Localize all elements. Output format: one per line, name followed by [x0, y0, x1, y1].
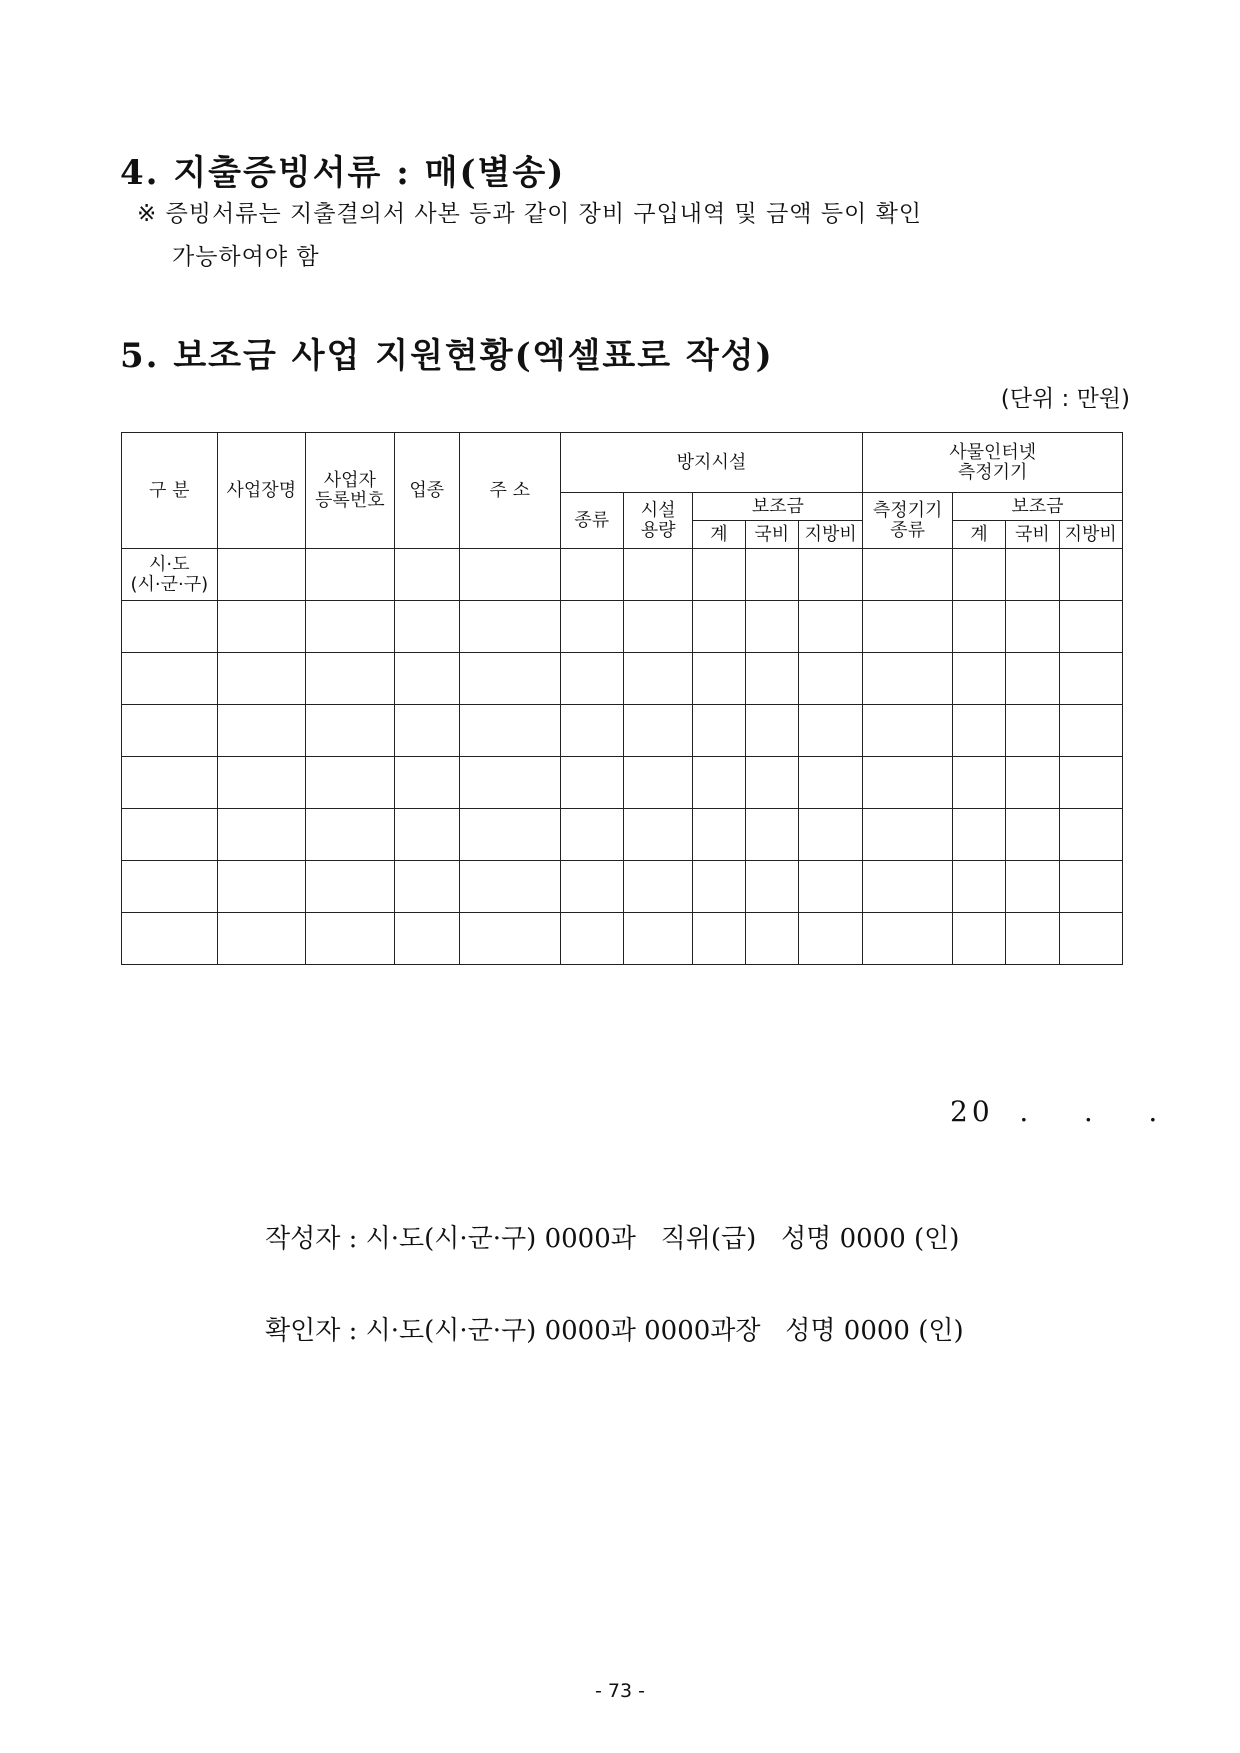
- date-line: 20 . . .: [950, 1095, 1162, 1128]
- note-line-2: 가능하여야 함: [172, 244, 320, 270]
- section4-note: [137, 193, 922, 279]
- header-registration-number: 사업자 등록번호: [306, 433, 395, 549]
- confirmer-signature-line: 확인자 : 시·도(시·군·구) 0000과 0000과장 성명 0000 (인): [265, 1316, 964, 1346]
- page-number: - 73 -: [595, 1680, 645, 1702]
- unit-label: (단위 : 만원): [1000, 386, 1130, 412]
- header-industry: 업종: [394, 433, 459, 549]
- header-total-b: 계: [952, 521, 1005, 549]
- header-subsidy-b: 보조금: [952, 493, 1122, 521]
- header-subsidy-a: 보조금: [693, 493, 863, 521]
- table-row: [122, 861, 1123, 913]
- subsidy-support-table: [121, 432, 1123, 965]
- header-capacity: 시설 용량: [623, 493, 692, 549]
- header-prevention-facility: 방지시설: [560, 433, 863, 493]
- table-row: [122, 549, 1123, 601]
- header-local-b: 지방비: [1059, 521, 1123, 549]
- section5-heading: 5. 보조금 사업 지원현황(엑셀표로 작성): [120, 336, 774, 376]
- table-row: [122, 809, 1123, 861]
- note-line-1: ※ 증빙서류는 지출결의서 사본 등과 같이 장비 구입내역 및 금액 등이 확인: [137, 201, 923, 227]
- header-business-name: 사업장명: [217, 433, 306, 549]
- header-gubun: 구 분: [122, 433, 218, 549]
- header-national-a: 국비: [745, 521, 798, 549]
- header-kind: 종류: [560, 493, 623, 549]
- header-address: 주 소: [459, 433, 560, 549]
- header-local-a: 지방비: [798, 521, 862, 549]
- header-device-kind: 측정기기 종류: [863, 493, 953, 549]
- table-row: [122, 913, 1123, 965]
- table-row: [122, 705, 1123, 757]
- table-row: [122, 601, 1123, 653]
- writer-signature-line: 작성자 : 시·도(시·군·구) 0000과 직위(급) 성명 0000 (인): [265, 1224, 960, 1254]
- header-national-b: 국비: [1006, 521, 1059, 549]
- first-row-label: 시·도 (시·군·구): [122, 549, 218, 601]
- header-iot-device: 사물인터넷 측정기기: [863, 433, 1123, 493]
- table-row: [122, 757, 1123, 809]
- table-row: [122, 653, 1123, 705]
- section4-heading: 4. 지출증빙서류 : 매(별송): [120, 153, 566, 193]
- header-total-a: 계: [693, 521, 745, 549]
